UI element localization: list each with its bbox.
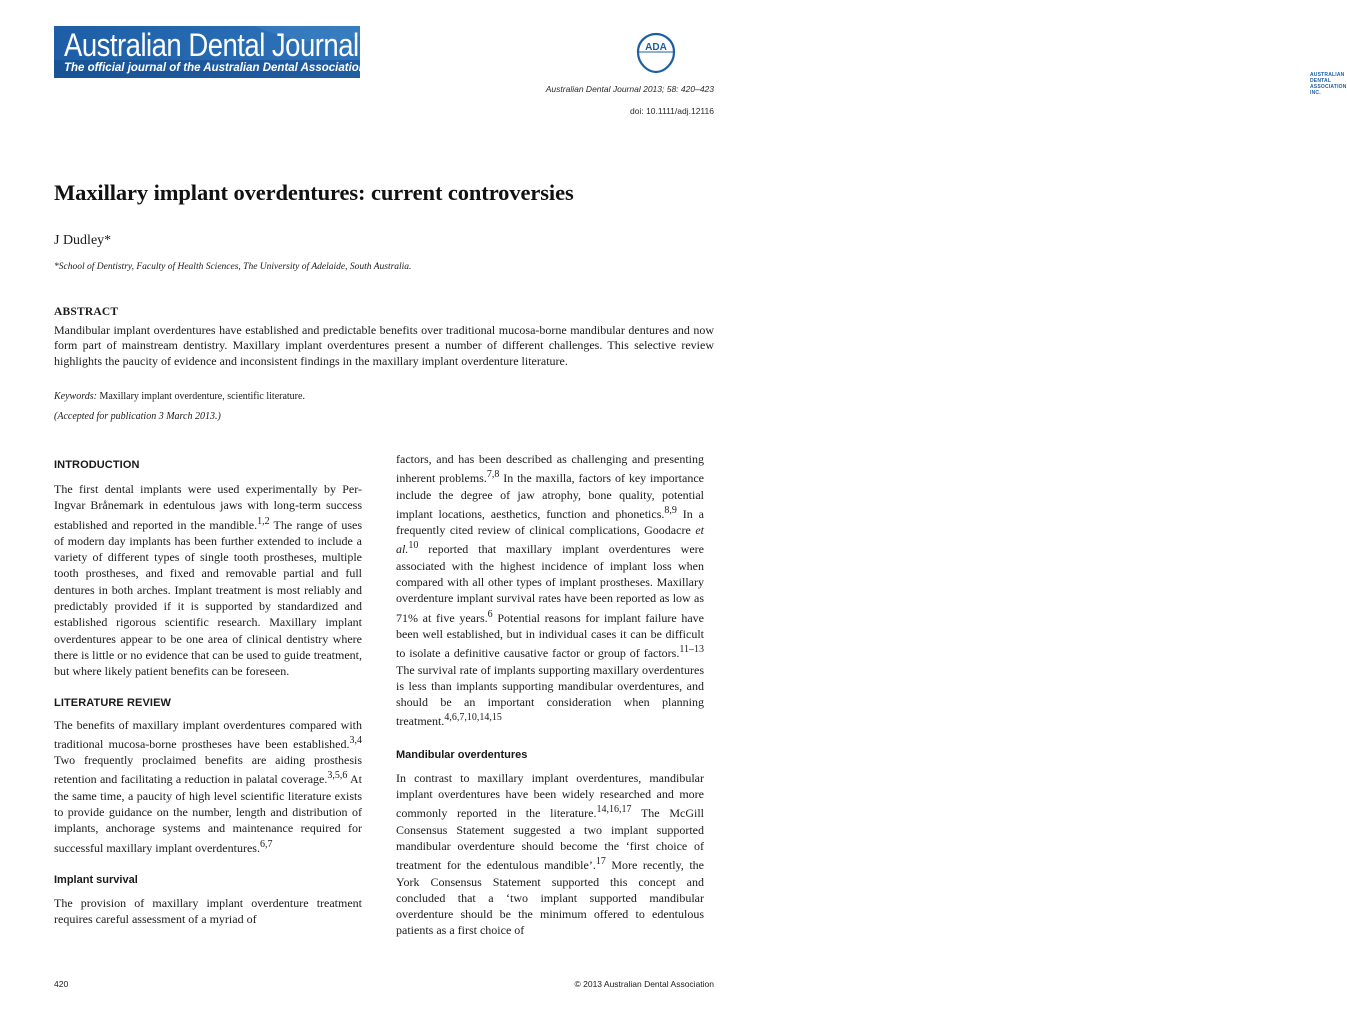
citation-ref: 8,9 xyxy=(664,504,677,516)
keywords xyxy=(54,391,305,402)
keywords-label: Keywords: xyxy=(54,391,97,402)
right-column xyxy=(396,451,704,939)
implant-survival-heading: Implant survival xyxy=(54,873,138,886)
citation-ref: 14,16,17 xyxy=(596,804,632,816)
journal-banner xyxy=(54,26,366,78)
author: J Dudley* xyxy=(54,233,112,248)
citation-ref: 3,4 xyxy=(349,734,362,746)
citation-ref: 17 xyxy=(595,856,606,868)
introduction-paragraph: The first dental implants were used experimentally by Per-Ingvar Brånemark in edentulous jaws with long-term success established and reported in the mandible.$^{1,2}$ The range of uses of modern day implants has been further extended to include a variety of different types of single tooth prostheses, multiple tooth prostheses, and fixed and removable partial and full dentures in both arches. Implant treatment is most reliably and predictably provided if it is supported by standardized and established rigorous scientific research. Maxillary implant overdentures appear to be one area of clinical dentistry where there is little or no evidence that can be used to guide treatment, but where likely patient benefits can be foreseen. xyxy=(54,482,362,679)
introduction-heading: INTRODUCTION xyxy=(54,459,140,471)
citation-ref: 1,2 xyxy=(257,515,270,527)
literature-review-heading: LITERATURE REVIEW xyxy=(54,696,171,709)
article-title: Maxillary implant overdentures: current controversies xyxy=(54,180,574,205)
citation-ref: 7,8 xyxy=(486,469,500,481)
journal-tagline: The official journal of the Australian Dental Association xyxy=(64,62,366,74)
journal-name: Australian Dental Journal xyxy=(64,27,359,63)
copyright: © 2013 Australian Dental Association xyxy=(574,979,714,989)
ada-monogram: ADA xyxy=(645,42,667,53)
citation-ref: 3,5,6 xyxy=(327,770,348,782)
left-column xyxy=(54,458,362,928)
citation-ref: 10 xyxy=(408,540,419,552)
ada-logo-text: AUSTRALIAN DENTAL ASSOCIATION INC. xyxy=(1310,72,1347,96)
citation-ref: 6 xyxy=(487,608,493,620)
affiliation: *School of Dentistry, Faculty of Health Sciences, The University of Adelaide, South Australia. xyxy=(54,262,412,272)
journal-citation: Australian Dental Journal 2013; 58: 420–423 xyxy=(545,84,714,94)
ada-logo xyxy=(634,28,1347,96)
doi: doi: 10.1111/adj.12116 xyxy=(630,106,714,116)
abstract-heading: ABSTRACT xyxy=(54,306,119,318)
ada-logo-icon xyxy=(634,28,716,78)
citation-ref: 11–13 xyxy=(679,644,704,656)
mandibular-overdentures-heading: Mandibular overdentures xyxy=(396,748,528,761)
literature-review-paragraph: The benefits of maxillary implant overdentures compared with traditional mucosa-borne prostheses have been established.$^{3,4}$ Two frequently proclaimed benefits are aiding prosthesis retention and facilitating a reduction in palatal coverage.$^{3,5,6}$ At the same time, a paucity of high level scientific literature exists to provide guidance on the number, length and distribution of implants, anchorage systems and maintenance required for successful maxillary implant overdentures.$^{6,7}$ xyxy=(54,717,363,855)
citation-ref: 4,6,7,10,14,15 xyxy=(444,712,502,724)
mandibular-overdentures-paragraph: In contrast to maxillary implant overdentures, mandibular implant overdentures have been widely researched and more commonly reported in the literature.$^{14,16,17}$ The McGill Consensus Statement suggested a two implant supported mandibular overdenture should become the ‘first choice of treatment for the edentulous mandible’.$^{17}$ More recently, the York Consensus Statement supported this concept and concluded that a ‘two implant supported mandibular overdenture should be the minimum offered to edentulous patients as a first choice of xyxy=(396,770,705,938)
implant-survival-paragraph: The provision of maxillary implant overdenture treatment requires careful assessment of a myriad of xyxy=(54,895,362,927)
accepted-date: (Accepted for publication 3 March 2013.) xyxy=(54,411,221,422)
abstract-text: Mandibular implant overdentures have established and predictable benefits over traditional mucosa-borne mandibular dentures and now form part of mainstream dentistry. Maxillary implant overdentures present a number of different challenges. This selective review highlights the paucity of evidence and inconsistent findings in the maxillary implant overdenture literature. xyxy=(54,323,714,368)
keywords-list: Maxillary implant overdenture, scientific literature. xyxy=(99,391,305,402)
page-number: 420 xyxy=(54,979,69,989)
citation-ref: 6,7 xyxy=(259,838,273,850)
implant-survival-continued-paragraph: factors, and has been described as challenging and presenting inherent problems.$^{7,8}$ In the maxilla, factors of key importance include the degree of jaw atrophy, bone quality, potential implant locations, aesthetics, function and phonetics.$^{8,9}$ In a frequently cited review of clinical complications, Goodacre et al.$^{10}$ reported that maxillary implant overdentures were associated with the highest incidence of implant loss when compared with all other types of implant prostheses. Maxillary overdenture implant survival rates have been reported as low as 71% at five years.$^6$ Potential reasons for implant failure have been well established, but in individual cases it can be difficult to isolate a definitive causative factor or group of factors.$^{11-13}$ The survival rate of implants supporting maxillary overdentures is less than implants supporting mandibular overdentures, and should be an important consideration when planning treatment.$^{4,6,7,10,14,15}$ xyxy=(396,452,704,729)
